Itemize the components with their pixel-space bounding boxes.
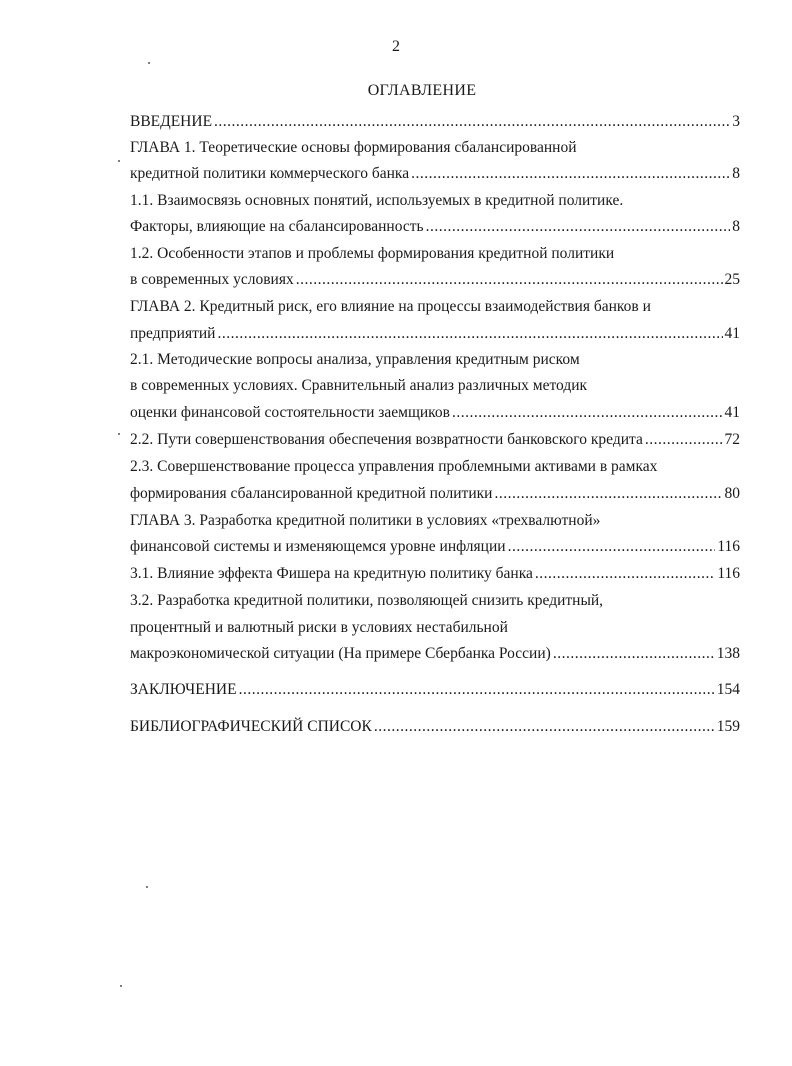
toc-entry-text: БИБЛИОГРАФИЧЕСКИЙ СПИСОК (130, 718, 372, 735)
toc-entry-page: 8 (732, 218, 740, 235)
toc-entry-section-2-2[interactable] (130, 429, 740, 451)
toc-entry-section-1-2[interactable] (130, 269, 740, 291)
toc-entry-text: 3.1. Влияние эффекта Фишера на кредитную политику банка (130, 565, 533, 582)
toc-entry-text: макроэкономической ситуации (На примере Сбербанка России) (130, 645, 551, 662)
toc-entry-section-2-1[interactable] (130, 402, 740, 424)
toc-entry-bibliography[interactable] (130, 716, 740, 738)
toc-entry-page: 116 (717, 538, 740, 555)
dot-leader (374, 716, 715, 738)
toc-entry-section-3-2-subtitle[interactable]: процентный и валютный риски в условиях нестабильной (130, 619, 508, 636)
toc-entry-page: 8 (732, 165, 740, 182)
toc-entry-text: 2.2. Пути совершенствования обеспечения возвратности банковского кредита (130, 431, 643, 448)
toc-entry-chapter-3[interactable] (130, 536, 740, 558)
toc-entry-page: 154 (716, 681, 740, 698)
toc-title: ОГЛАВЛЕНИЕ (367, 82, 477, 99)
toc-entry-page: 80 (724, 485, 740, 502)
dot-leader (535, 563, 715, 585)
scan-speck (118, 433, 120, 435)
toc-entry-section-2-1-subtitle[interactable]: в современных условиях. Сравнительный анализ различных методик (130, 377, 588, 394)
toc-entry-chapter-1-title[interactable]: ГЛАВА 1. Теоретические основы формирования сбалансированной (130, 139, 577, 156)
toc-entry-section-1-2-title[interactable]: 1.2. Особенности этапов и проблемы формирования кредитной политики (130, 245, 615, 262)
dot-leader (411, 163, 730, 185)
toc-entry-text: ЗАКЛЮЧЕНИЕ (130, 681, 237, 698)
toc-entry-chapter-3-title[interactable]: ГЛАВА 3. Разработка кредитной политики в условиях «трехвалютной» (130, 512, 601, 529)
toc-entry-chapter-2[interactable] (130, 323, 740, 345)
toc-entry-text: Факторы, влияющие на сбалансированность (130, 218, 424, 235)
page-number: 2 (392, 38, 400, 55)
toc-entry-chapter-2-title[interactable]: ГЛАВА 2. Кредитный риск, его влияние на процессы взаимодействия банков и (130, 298, 651, 315)
dot-leader (553, 643, 715, 665)
toc-entry-text: кредитной политики коммерческого банка (130, 165, 410, 182)
toc-entry-text: финансовой системы и изменяющемся уровне инфляции (130, 538, 506, 555)
toc-entry-text: оценки финансовой состоятельности заемщиков (130, 404, 450, 421)
scan-speck (118, 160, 120, 162)
dot-leader (452, 402, 723, 424)
toc-entry-introduction[interactable] (130, 111, 740, 133)
scan-speck (120, 985, 122, 987)
scan-speck (148, 62, 150, 64)
dot-leader (217, 323, 722, 345)
toc-entry-section-3-1[interactable] (130, 563, 740, 585)
toc-entry-section-3-2[interactable] (130, 643, 740, 665)
toc-entry-section-2-3-title[interactable]: 2.3. Совершенствование процесса управления проблемными активами в рамках (130, 458, 658, 475)
toc-entry-page: 25 (724, 271, 740, 288)
dot-leader (645, 429, 723, 451)
toc-entry-section-1-1[interactable] (130, 216, 740, 238)
toc-entry-page: 41 (724, 325, 740, 342)
toc-entry-conclusion[interactable] (130, 679, 740, 701)
toc-entry-section-1-1-title[interactable]: 1.1. Взаимосвязь основных понятий, используемых в кредитной политике. (130, 192, 624, 209)
toc-entry-section-2-1-title[interactable]: 2.1. Методические вопросы анализа, управления кредитным риском (130, 351, 580, 368)
toc-entry-page: 159 (716, 718, 740, 735)
toc-entry-section-3-2-title[interactable]: 3.2. Разработка кредитной политики, позволяющей снизить кредитный, (130, 592, 604, 609)
dot-leader (214, 111, 730, 133)
dot-leader (239, 679, 715, 701)
dot-leader (296, 269, 723, 291)
scan-speck (146, 886, 148, 888)
toc-entry-page: 138 (716, 645, 740, 662)
toc-entry-text: ВВЕДЕНИЕ (130, 113, 213, 130)
dot-leader (494, 483, 722, 505)
toc-entry-page: 116 (717, 565, 740, 582)
toc-entry-page: 41 (724, 404, 740, 421)
toc-entry-section-2-3[interactable] (130, 483, 740, 505)
dot-leader (426, 216, 731, 238)
toc-entry-text: предприятий (130, 325, 216, 342)
toc-entry-text: в современных условиях (130, 271, 294, 288)
toc-entry-chapter-1[interactable] (130, 163, 740, 185)
toc-entry-page: 3 (732, 113, 740, 130)
toc-entry-text: формирования сбалансированной кредитной политики (130, 485, 493, 502)
dot-leader (508, 536, 716, 558)
toc-entry-page: 72 (724, 431, 740, 448)
